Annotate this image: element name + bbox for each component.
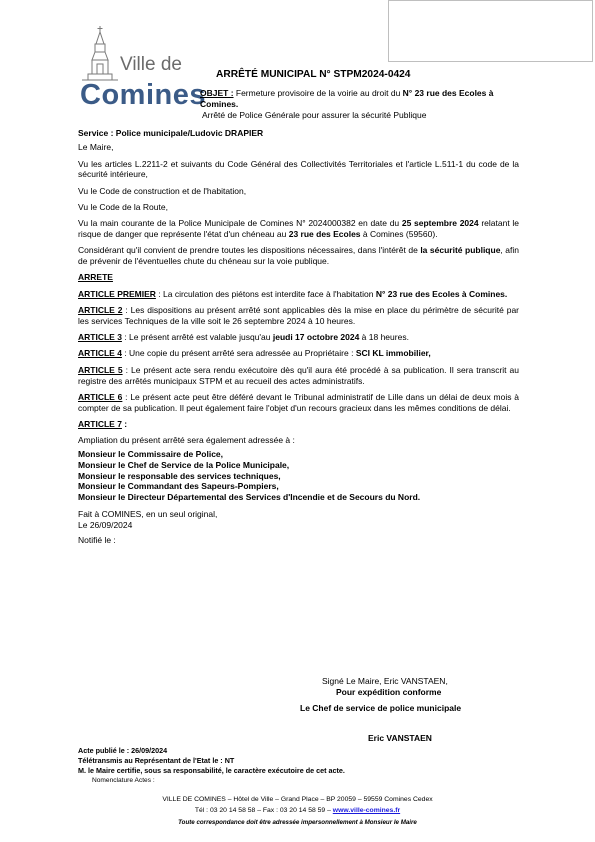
article-5-label: ARTICLE 5 xyxy=(78,364,123,375)
nomenclature: Nomenclature Actes : xyxy=(92,777,155,784)
recipient-list xyxy=(78,449,519,503)
considerant-b: la sécurité publique xyxy=(420,245,501,256)
document-title: ARRÊTÉ MUNICIPAL N° STPM2024-0424 xyxy=(216,69,411,80)
objet-label: OBJET : xyxy=(200,88,234,98)
fait-a: Fait à COMINES, en un seul original, xyxy=(78,509,218,520)
article-7 xyxy=(78,419,519,430)
objet-text: Fermeture provisoire de la voirie au droit du xyxy=(233,88,403,98)
article-1-label: ARTICLE PREMIER xyxy=(78,288,156,299)
recipient: Monsieur le Commandant des Sapeurs-Pompiers, xyxy=(78,481,279,492)
signatory-name: Eric VANSTAEN xyxy=(368,733,432,743)
article-3-text-c: à 18 heures. xyxy=(359,332,409,343)
article-1-address: N° 23 rue des Ecoles à Comines. xyxy=(375,288,508,299)
ampliation: Ampliation du présent arrêté sera également adressée à : xyxy=(78,435,295,446)
recipient: Monsieur le Commissaire de Police, xyxy=(78,449,224,460)
considerant-c: , afin de prévenir de l'éventuelles chute du chéneau sur la voie publique. xyxy=(78,245,519,267)
signature-line-1: Signé Le Maire, Eric VANSTAEN, xyxy=(322,676,448,686)
le-maire: Le Maire, xyxy=(78,141,114,152)
article-6-text: : Le présent acte peut être déféré devant le Tribunal administratif de Lille dans un délai de deux mois à compter de sa publication. Il peut également faire l'objet d'un recours gracieux dans les mêmes conditions de délai. xyxy=(78,391,519,413)
vu-main-courante xyxy=(78,218,519,240)
article-5-text: : Le présent acte sera rendu exécutoire dès qu'il aura été procédé à sa publication. Il sera transcrit au registre des arrêtés municipaux STPM et au recueil des actes administratifs. xyxy=(78,364,520,386)
vu4-c: relatant le risque de danger que représente l'état d'un chéneau au xyxy=(78,218,519,240)
website-link[interactable]: www.ville-comines.fr xyxy=(332,807,401,814)
recipient: Monsieur le Chef de Service de la Police Municipale, xyxy=(78,459,290,470)
article-3 xyxy=(78,332,519,343)
article-4-label: ARTICLE 4 xyxy=(78,348,122,359)
service-line: Service : Police municipale/Ludovic DRAPIER xyxy=(78,128,264,138)
article-4 xyxy=(78,348,519,359)
vu-cgct: Vu les articles L.2211-2 et suivants du Code Général des Collectivités Territoriales et l'article L.511-1 du code de la sécurité intérieure, xyxy=(78,158,519,180)
vu4-e: à Comines (59560). xyxy=(360,229,438,240)
vu-construction: Vu le Code de construction et de l'habitation, xyxy=(78,185,247,196)
teletransmis: Télétransmis au Représentant de l'Etat le : NT xyxy=(78,756,235,765)
signature-line-3: Le Chef de service de police municipale xyxy=(300,703,462,713)
article-4-text: : Une copie du présent arrêté sera adressée au Propriétaire : xyxy=(121,348,356,359)
logo-comines-text: Comines xyxy=(80,79,206,111)
article-6-label: ARTICLE 6 xyxy=(78,391,123,402)
article-2-text: : Les dispositions au présent arrêté sont applicables dès la mise en place du périmètre de sécurité par les services Techniques de la ville soit le 26 septembre 2024 à 10 heures. xyxy=(78,305,519,326)
document-body xyxy=(78,128,519,551)
arrete-heading: ARRETE xyxy=(78,272,113,283)
article-4-owner: SCI KL immobilier, xyxy=(355,348,431,359)
article-2 xyxy=(78,305,519,327)
address-line-3: Toute correspondance doit être adressée impersonnellement à Monsieur le Maire xyxy=(178,819,417,826)
footer-meta xyxy=(78,746,345,786)
article-6 xyxy=(78,392,519,414)
article-3-label: ARTICLE 3 xyxy=(78,332,122,343)
certification: M. le Maire certifie, sous sa responsabilité, le caractère exécutoire de cet acte. xyxy=(78,766,345,775)
document-date: Le 26/09/2024 xyxy=(78,519,133,530)
notifie-le: Notifié le : xyxy=(78,534,116,545)
phone-fax: Tél : 03 20 14 58 58 – Fax : 03 20 14 58 59 – xyxy=(194,807,333,814)
objet-block xyxy=(200,88,520,121)
vu-route: Vu le Code de la Route, xyxy=(78,201,168,212)
article-5 xyxy=(78,365,519,387)
considerant xyxy=(78,245,519,267)
article-7-colon: : xyxy=(121,418,128,429)
article-1 xyxy=(78,289,519,300)
city-logo xyxy=(78,22,206,120)
stamp-box xyxy=(388,0,593,62)
objet-subtitle: Arrêté de Police Générale pour assurer la sécurité Publique xyxy=(202,110,427,120)
acte-publie: Acte publié le : 26/09/2024 xyxy=(78,746,168,755)
signature-line-2: Pour expédition conforme xyxy=(336,687,442,697)
vu4-a: Vu la main courante de la Police Municipale de Comines N° 2024000382 en date du xyxy=(78,218,402,229)
address-line-2 xyxy=(0,806,595,815)
objet-address: N° 23 rue des Ecoles à Comines. xyxy=(200,88,494,109)
article-2-label: ARTICLE 2 xyxy=(78,305,123,316)
article-3-date: jeudi 17 octobre 2024 xyxy=(272,332,360,343)
recipient: Monsieur le responsable des services techniques, xyxy=(78,470,281,481)
vu4-address: 23 rue des Ecoles xyxy=(288,229,361,240)
vu4-date: 25 septembre 2024 xyxy=(401,218,479,229)
recipient: Monsieur le Directeur Départemental des Services d'Incendie et de Secours du Nord. xyxy=(78,492,421,503)
article-7-label: ARTICLE 7 xyxy=(78,418,122,429)
considerant-a: Considérant qu'il convient de prendre toutes les dispositions nécessaires, dans l'intérêt de xyxy=(78,245,421,256)
article-1-text: : La circulation des piétons est interdite face à l'habitation xyxy=(155,288,376,299)
address-line-1: VILLE DE COMINES – Hôtel de Ville – Grand Place – BP 20059 – 59559 Comines Cedex xyxy=(162,796,433,803)
logo-ville-text: Ville de xyxy=(120,54,182,75)
article-3-text-a: : Le présent arrêté est valable jusqu'au xyxy=(121,332,273,343)
